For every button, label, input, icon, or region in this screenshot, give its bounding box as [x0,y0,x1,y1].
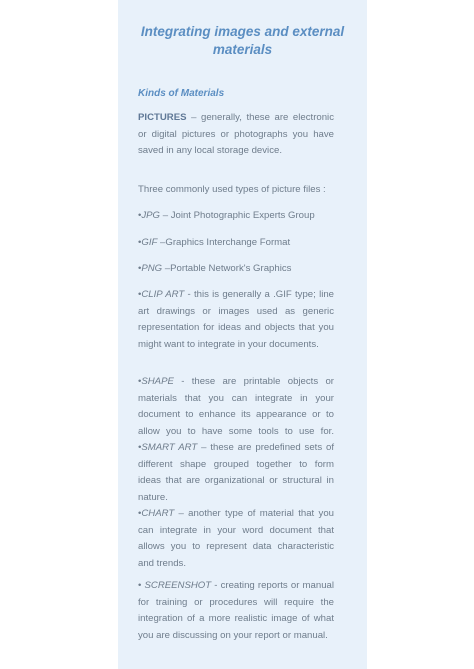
clipart-text: - this is generally a .GIF type; line art drawings or images used as generic representation for ideas and objects that you might want to integrate in your documents. [138,289,335,350]
bullet: • [138,376,142,387]
chart-paragraph [138,506,334,572]
shape-term: SHAPE [141,376,174,387]
chart-text: – another type of material that you can integrate in your word document that allows you to represent data characteristic and trends. [138,508,334,569]
bullet: • [138,263,142,274]
bullet: • [138,210,142,221]
type-item-gif [138,235,334,252]
screenshot-paragraph [138,578,334,644]
smartart-text: – these are predefined sets of different shape grouped together to form ideas that are organizational or structural in nature. [138,442,334,503]
title-line-2: materials [212,42,273,57]
shape-paragraph [138,374,334,506]
type-text: –Portable Network's Graphics [162,263,292,274]
pictures-term: PICTURES [138,112,187,123]
chart-term: CHART [141,508,175,519]
type-term: JPG [141,210,161,221]
screenshot-term: SCREENSHOT [141,580,212,591]
smartart-term: •SMART ART [138,442,198,453]
bullet: • [138,289,142,300]
page-title [118,23,367,59]
types-intro: Three commonly used types of picture files : [138,184,326,195]
clipart-term: CLIP ART [141,289,185,300]
section-subheading: Kinds of Materials [138,88,225,99]
title-line-1: Integrating images and external [140,24,345,39]
screenshot-text: - creating reports or manual for training or procedures will require the integration of a more realistic image of what you are discussing on your report or manual. [138,580,334,641]
type-text: –Graphics Interchange Format [157,237,291,248]
pictures-text: – generally, these are electronic or digital pictures or photographs you have saved in any local storage device. [138,112,334,156]
type-text: – Joint Photographic Experts Group [160,210,315,221]
pictures-paragraph [138,110,334,160]
shape-text: - these are printable objects or materials that you can integrate in your document to enhance its appearance or to allow you to have some tools to use for. [138,376,334,437]
bullet: • [138,237,142,248]
type-term: GIF [141,237,158,248]
type-term: PNG [141,263,163,274]
type-item-jpg [138,208,334,225]
bullet: • [138,580,142,591]
type-item-png [138,261,334,278]
bullet: • [138,508,142,519]
clipart-paragraph [138,287,334,353]
